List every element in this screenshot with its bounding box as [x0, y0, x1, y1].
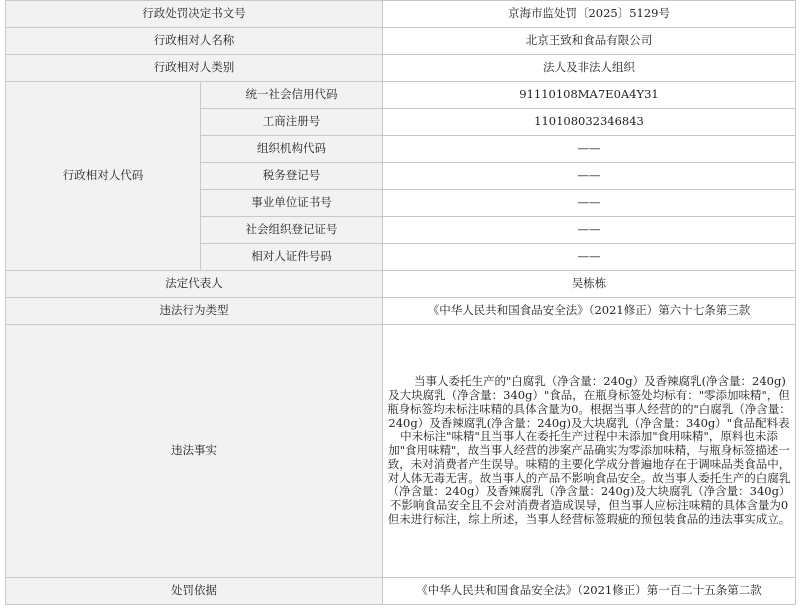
- decision-no-label: 行政处罚决定书文号: [6, 1, 383, 28]
- social-org-reg-no-value: ——: [383, 217, 796, 244]
- violation-type-label: 违法行为类型: [6, 298, 383, 325]
- row-penalty-basis: [6, 578, 796, 605]
- decision-no-value: 京海市监处罚〔2025〕5129号: [383, 1, 796, 28]
- party-code-label: 行政相对人代码: [6, 82, 201, 271]
- business-reg-no-value: 110108032346843: [383, 109, 796, 136]
- id-no-value: ——: [383, 244, 796, 271]
- party-type-label: 行政相对人类别: [6, 55, 383, 82]
- id-no-label: 相对人证件号码: [201, 244, 383, 271]
- row-party-name: [6, 28, 796, 55]
- violation-facts-label: 违法事实: [6, 325, 383, 578]
- org-code-value: ——: [383, 136, 796, 163]
- org-code-label: 组织机构代码: [201, 136, 383, 163]
- penalty-basis-label: 处罚依据: [6, 578, 383, 605]
- business-reg-no-label: 工商注册号: [201, 109, 383, 136]
- row-decision-no: [6, 1, 796, 28]
- tax-reg-no-label: 税务登记号: [201, 163, 383, 190]
- legal-rep-label: 法定代表人: [6, 271, 383, 298]
- penalty-basis-value: 《中华人民共和国食品安全法》（2021修正）第一百二十五条第二款: [383, 578, 796, 605]
- row-violation-type: [6, 298, 796, 325]
- institution-cert-no-label: 事业单位证书号: [201, 190, 383, 217]
- party-name-value: 北京王致和食品有限公司: [383, 28, 796, 55]
- row-credit-code: [6, 82, 796, 109]
- penalty-record-table: [5, 0, 796, 605]
- social-org-reg-no-label: 社会组织登记证号: [201, 217, 383, 244]
- party-type-value: 法人及非法人组织: [383, 55, 796, 82]
- violation-type-value: 《中华人民共和国食品安全法》（2021修正）第六十七条第三款: [383, 298, 796, 325]
- institution-cert-no-value: ——: [383, 190, 796, 217]
- credit-code-label: 统一社会信用代码: [201, 82, 383, 109]
- row-violation-facts: [6, 325, 796, 578]
- credit-code-value: 91110108MA7E0A4Y31: [383, 82, 796, 109]
- legal-rep-value: 吴栋栋: [383, 271, 796, 298]
- violation-facts-text: 当事人委托生产的"白腐乳（净含量：240g）及香辣腐乳(净含量：240g)及大块腐乳（净含量：340g）"食品，在瓶身标签处均标有："零添加味精"，但瓶身标签均未标注味精的具体含量为0。根据当事人经营的的"白腐乳（净含量：240g）及香辣腐乳(净含量：240g)及大块腐乳（净含量：340g）"食品配料表中未标注"味精"且当事人在委托生产过程中未添加"食用味精"，原料也未添加"食用味精"，故当事人经营的涉案产品确实为零添加味精，与瓶身标签描述一致，未对消费者产生误导。味精的主要化学成分普遍地存在于调味品类食品中，对人体无毒无害。故当事人的产品不影响食品安全。故当事人委托生产的白腐乳（净含量：240g）及香辣腐乳（净含量：240g)及大块腐乳（净含量：340g）不影响食品安全且不会对消费者造成误导，但当事人应标注味精的具体含量为0但未进行标注，综上所述，当事人经营标签瑕疵的预包装食品的违法事实成立。: [383, 325, 796, 578]
- row-party-type: [6, 55, 796, 82]
- party-name-label: 行政相对人名称: [6, 28, 383, 55]
- tax-reg-no-value: ——: [383, 163, 796, 190]
- row-legal-rep: [6, 271, 796, 298]
